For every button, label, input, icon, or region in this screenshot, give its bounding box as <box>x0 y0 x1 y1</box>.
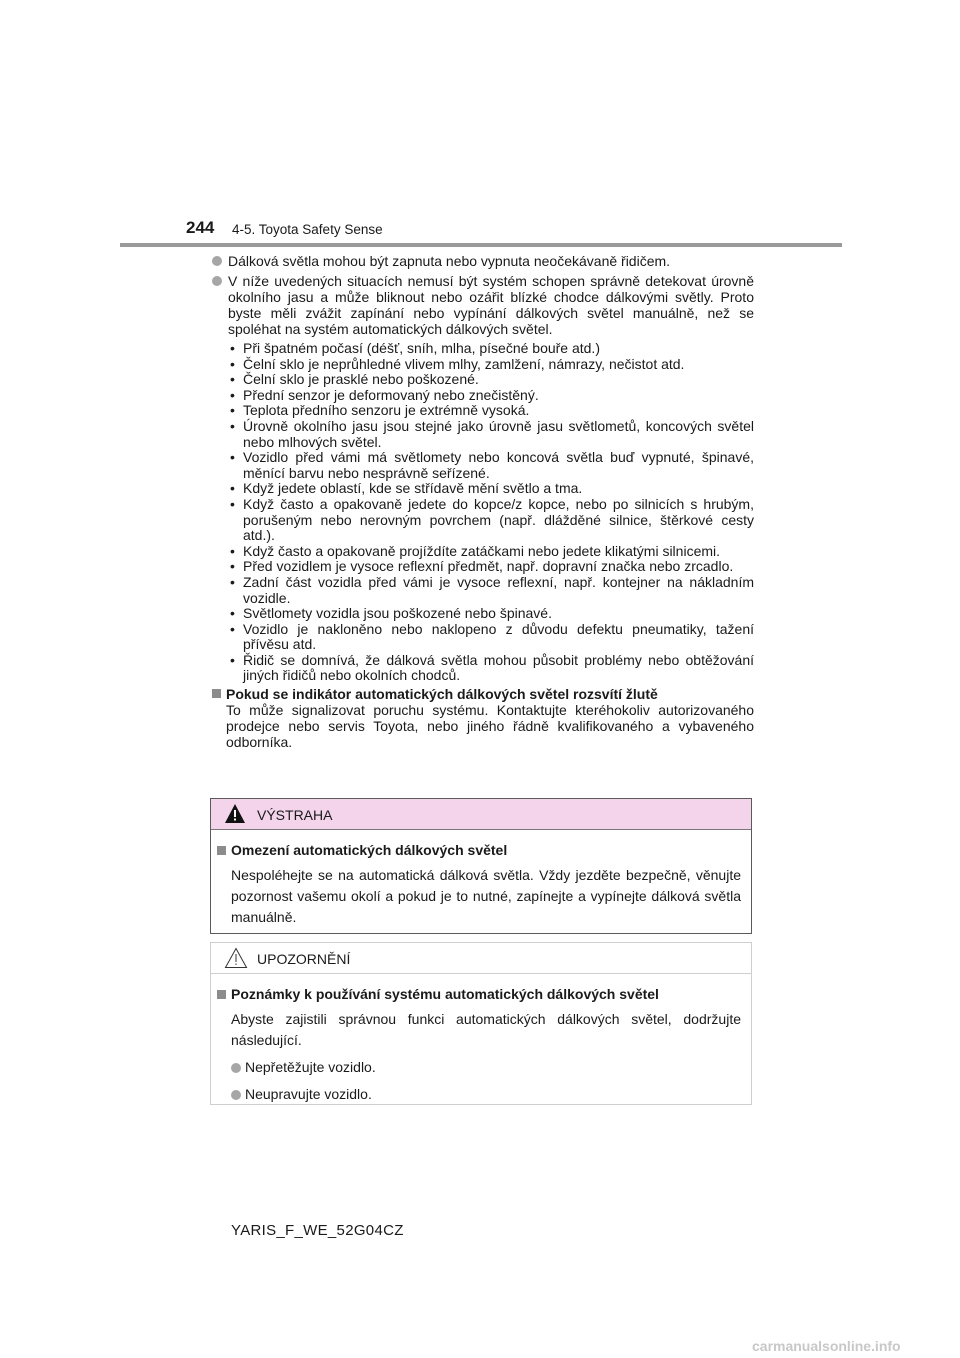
header-rule <box>120 243 842 247</box>
warning-box <box>210 798 752 934</box>
main-content <box>210 253 754 750</box>
condition-text: Vozidlo je nakloněno nebo naklopeno z důvodu defektu pneumatiky, tažení přívěsu atd. <box>243 620 754 653</box>
condition-item <box>230 388 754 404</box>
warning-heading: Omezení automatických dálkových světel <box>217 840 741 861</box>
bullet-dot-icon <box>212 276 222 286</box>
condition-text: Čelní sklo je prasklé nebo poškozené. <box>243 371 479 388</box>
condition-item <box>230 497 754 544</box>
condition-text: Řidič se domnívá, že dálková světla mohou působit problémy nebo obtěžování jiných řidičů nebo okolních chodců. <box>243 651 754 684</box>
condition-text: Když často a opakovaně projíždíte zatáčkami nebo jedete klikatými silnicemi. <box>243 542 721 559</box>
caution-text: Abyste zajistili správnou funkci automatických dálkových světel, dodržujte následující. <box>231 1011 741 1048</box>
bullet-icon: • <box>230 605 235 622</box>
bullet-icon: • <box>230 620 235 637</box>
condition-item <box>230 403 754 419</box>
condition-text: Vozidlo před vámi má světlomety nebo koncová světla buď vypnuté, špinavé, měnící barvu nebo nesprávně seřízené. <box>243 449 754 481</box>
caution-label: UPOZORNĚNÍ <box>257 951 351 967</box>
bullet-text: Dálková světla mohou být zapnuta nebo vypnuta neočekávaně řidičem. <box>228 253 671 269</box>
condition-item <box>230 606 754 622</box>
bullet-icon: • <box>230 449 235 466</box>
condition-text: Před vozidlem je vysoce reflexní předmět, např. dopravní značka nebo zrcadlo. <box>243 558 734 575</box>
bullet-icon: • <box>230 495 235 512</box>
condition-text: Zadní část vozidla před vámi je vysoce reflexní, např. kontejner na nákladním vozidle. <box>243 573 754 606</box>
document-code: YARIS_F_WE_52G04CZ <box>231 1222 404 1239</box>
bullet-icon: • <box>230 651 235 668</box>
bullet-icon: • <box>230 340 235 356</box>
condition-text: Při špatném počasí (déšť, sníh, mlha, písečné bouře atd.) <box>243 340 600 356</box>
page-number: 244 <box>186 218 215 237</box>
condition-item <box>230 481 754 497</box>
bullet-dot-icon <box>231 1063 241 1073</box>
heading-square-icon <box>212 689 221 698</box>
caution-item: Nepřetěžujte vozidlo. <box>217 1057 741 1078</box>
bullet-dot-icon <box>231 1090 241 1100</box>
watermark[interactable]: carmanualsonline.info <box>752 1338 901 1354</box>
condition-item <box>230 559 754 575</box>
bullet-icon: • <box>230 402 235 419</box>
warning-label: VÝSTRAHA <box>257 807 333 823</box>
condition-item <box>230 419 754 450</box>
bullet-item <box>210 273 754 337</box>
bullet-icon: • <box>230 573 235 590</box>
condition-item <box>230 357 754 373</box>
bullet-icon: • <box>230 371 235 388</box>
condition-text: Úrovně okolního jasu jsou stejné jako úrovně jasu světlometů, koncových světel nebo mlhových světel. <box>243 417 754 450</box>
condition-text: Teplota předního senzoru je extrémně vysoká. <box>243 402 530 419</box>
caution-box <box>210 942 752 1105</box>
warning-triangle-icon <box>224 803 246 824</box>
bullet-dot-icon <box>212 256 222 266</box>
bullet-text: V níže uvedených situacích nemusí být systém schopen správně detekovat úrovně okolního jasu a může bliknout nebo ozářit blízké chodce dálkovými světly. Proto byste měli zvážit zapínání nebo vypínání dálkových světel manuálně, než se spoléhat na systém automatických dálkových světel. <box>228 273 754 337</box>
bullet-icon: • <box>230 558 235 575</box>
condition-item <box>230 544 754 560</box>
bullet-icon: • <box>230 417 235 434</box>
condition-text: Když jedete oblastí, kde se střídavě mění světlo a tma. <box>243 480 583 497</box>
bullet-icon: • <box>230 386 235 403</box>
caution-heading: Poznámky k používání systému automatických dálkových světel <box>217 984 741 1005</box>
condition-item <box>230 575 754 606</box>
bullet-item <box>210 253 754 269</box>
condition-item <box>230 372 754 388</box>
condition-item <box>230 653 754 684</box>
condition-text: Světlomety vozidla jsou poškozené nebo špinavé. <box>243 605 552 622</box>
condition-text: Přední senzor je deformovaný nebo znečistěný. <box>243 386 539 403</box>
heading-square-icon <box>217 990 226 999</box>
heading-square-icon <box>217 846 226 855</box>
condition-item <box>230 450 754 481</box>
condition-item <box>230 622 754 653</box>
bullet-icon: • <box>230 542 235 559</box>
indicator-text: To může signalizovat poruchu systému. Kontaktujte kteréhokoliv autorizovaného prodejce nebo servis Toyota, nebo jiného řádně kvalifikovaného a vybaveného odborníka. <box>226 702 754 751</box>
condition-list <box>210 341 754 684</box>
caution-triangle-icon <box>224 947 248 969</box>
condition-text: Když často a opakovaně jedete do kopce/z kopce, nebo po silnicích s hrubým, porušeným nebo nerovným povrchem (např. dlážděné silnice, štěrkové cesty atd.). <box>243 495 754 544</box>
bullet-icon: • <box>230 480 235 497</box>
condition-text: Čelní sklo je neprůhledné vlivem mlhy, zamlžení, námrazy, nečistot atd. <box>243 355 685 372</box>
indicator-heading: Pokud se indikátor automatických dálkových světel rozsvítí žlutě <box>210 686 754 702</box>
condition-item <box>230 341 754 357</box>
caution-item: Neupravujte vozidlo. <box>217 1084 741 1105</box>
bullet-icon: • <box>230 355 235 372</box>
warning-header <box>211 799 751 830</box>
caution-header <box>211 943 751 974</box>
warning-text: Nespoléhejte se na automatická dálková světla. Vždy jezděte bezpečně, věnujte pozornost vašemu okolí a pokud je to nutné, zapínejte a vypínejte dálková světla manuálně. <box>231 867 741 925</box>
section-title: 4-5. Toyota Safety Sense <box>232 222 383 237</box>
